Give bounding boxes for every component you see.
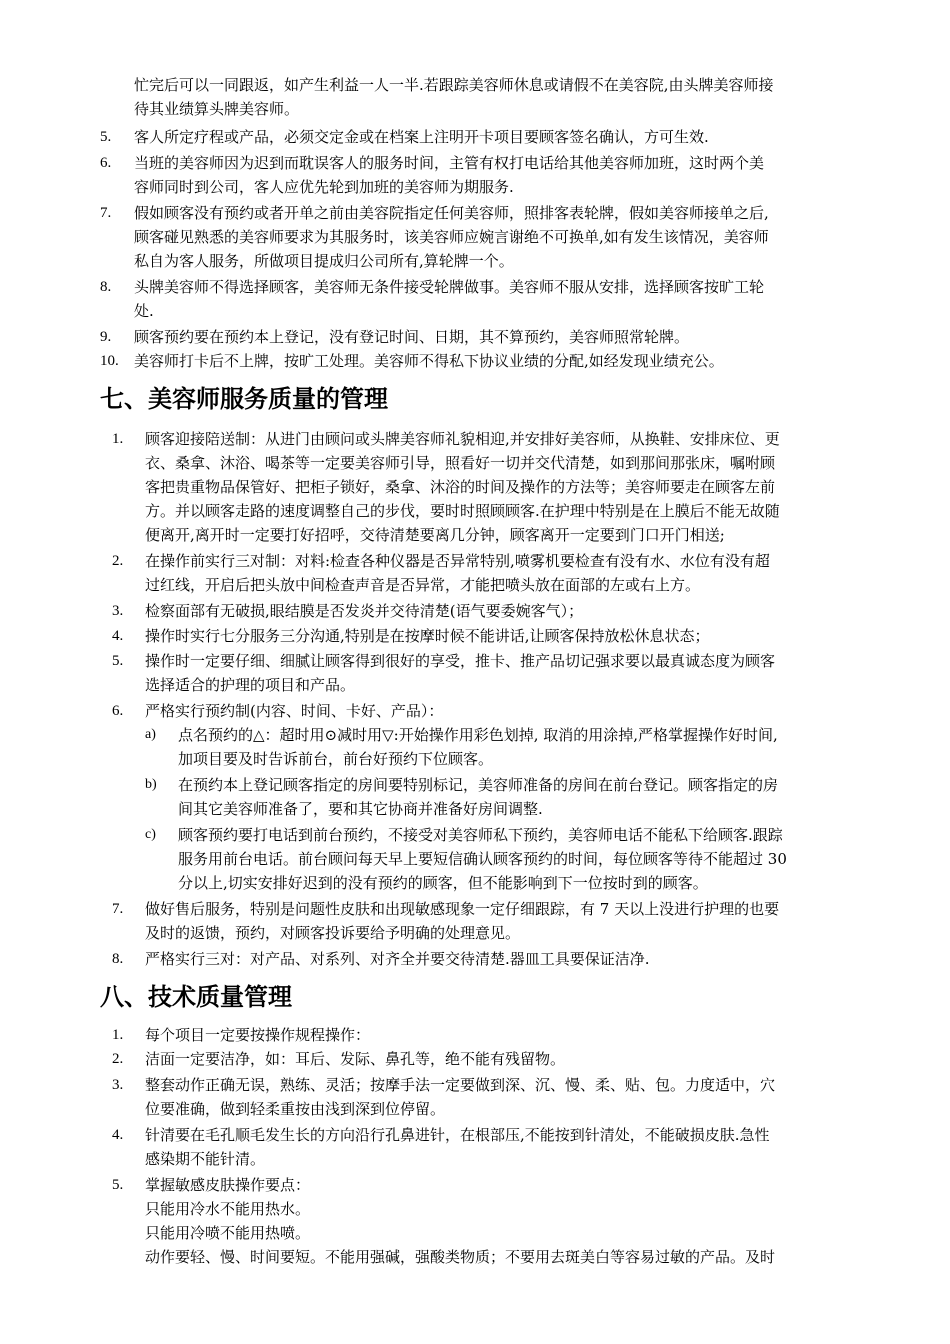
sub-list-text: 点名预约的△：超时用⊙减时用▽:开始操作用彩色划掉, 取消的用涂掉,严格掌握操作好时间, — [178, 726, 778, 744]
list-number: 10. — [100, 353, 119, 369]
list-item-text: 位要准确，做到轻柔重按由浅到深到位停留。 — [145, 1100, 446, 1118]
list-number: 7. — [100, 205, 112, 221]
list-number: 7. — [112, 901, 124, 917]
list-item-text: 客人所定疗程或产品，必须交定金或在档案上注明开卡项目要顾客签名确认，方可生效. — [134, 128, 709, 146]
list-item-text: 顾客预约要在预约本上登记，没有登记时间、日期，其不算预约，美容师照常轮牌。 — [134, 328, 690, 346]
section-heading-7: 七、美容师服务质量的管理 — [100, 385, 388, 413]
list-item-text: 只能用冷水不能用热水。 — [145, 1200, 311, 1218]
list-item-text: 美容师打卡后不上牌，按旷工处理。美容师不得私下协议业绩的分配,如经发现业绩充公。 — [134, 352, 724, 370]
list-item-text: 客把贵重物品保管好、把柜子锁好，桑拿、沐浴的时间及操作的方法等；美容师要走在顾客左前 — [145, 478, 776, 496]
list-item-4-continuation-line-1: 忙完后可以一同跟返，如产生利益一人一半.若跟踪美容师休息或请假不在美容院,由头牌美容师接 — [134, 76, 774, 94]
sub-list-text: 加项目要及时告诉前台，前台好预约下位顾客。 — [178, 750, 494, 768]
list-number: 5. — [112, 653, 124, 669]
sub-list-text: 间其它美容师准备了，要和其它协商并准备好房间调整. — [178, 800, 543, 818]
list-item-text: 严格实行三对：对产品、对系列、对齐全并要交待清楚.器皿工具要保证洁净. — [145, 950, 650, 968]
list-number: 3. — [112, 603, 124, 619]
list-number: 8. — [112, 951, 124, 967]
list-item-text: 掌握敏感皮肤操作要点： — [145, 1176, 311, 1194]
list-number: 6. — [100, 155, 112, 171]
list-number: 5. — [100, 129, 112, 145]
list-number: 3. — [112, 1077, 124, 1093]
list-item-text: 便离开,离开时一定要打好招呼，交待清楚要离几分钟，顾客离开一定要到门口开门相送; — [145, 526, 725, 544]
list-item-text: 及时的返馈，预约，对顾客投诉要给予明确的处理意见。 — [145, 924, 521, 942]
list-number: 2. — [112, 1051, 124, 1067]
list-item-text: 方。并以顾客走路的速度调整自己的步伐，要时时照顾顾客.在护理中特别是在上膜后不能无故随 — [145, 502, 780, 520]
sub-list-label: a) — [145, 727, 156, 742]
list-item-text: 过红线，开启后把头放中间检查声音是否异常，才能把喷头放在面部的左或右上方。 — [145, 576, 701, 594]
list-number: 8. — [100, 279, 112, 295]
list-item-text: 选择适合的护理的项目和产品。 — [145, 676, 356, 694]
sub-list-text: 分以上,切实安排好迟到的没有预约的顾客，但不能影响到下一位按时到的顾客。 — [178, 874, 708, 892]
list-item-text: 感染期不能针清。 — [145, 1150, 266, 1168]
list-item-text: 整套动作正确无误，熟练、灵活；按摩手法一定要做到深、沉、慢、柔、贴、包。力度适中，穴 — [145, 1076, 776, 1094]
list-item-text: 顾客碰见熟悉的美容师要求为其服务时，该美容师应婉言谢绝不可换单,如有发生该情况，美容师 — [134, 228, 769, 246]
list-item-text: 衣、桑拿、沐浴、喝茶等一定要美容师引导，照看好一切并交代清楚，如到那间那张床，嘱咐顾 — [145, 454, 776, 472]
list-number: 6. — [112, 703, 124, 719]
list-item-text: 针清要在毛孔顺毛发生长的方向沿行孔鼻进针，在根部压,不能按到针清处，不能破损皮肤.急性 — [145, 1126, 770, 1144]
list-item-text: 只能用冷喷不能用热喷。 — [145, 1224, 311, 1242]
list-item-text: 操作时一定要仔细、细腻让顾客得到很好的享受，推卡、推产品切记强求要以最真诚态度为顾客 — [145, 652, 776, 670]
sub-list-text: 顾客预约要打电话到前台预约，不接受对美容师私下预约，美容师电话不能私下给顾客.跟踪 — [178, 826, 783, 844]
list-item-text: 洁面一定要洁净，如：耳后、发际、鼻孔等，绝不能有残留物。 — [145, 1050, 566, 1068]
list-item-text: 容师同时到公司，客人应优先轮到加班的美容师为期服务. — [134, 178, 514, 196]
list-number: 1. — [112, 431, 124, 447]
list-number: 5. — [112, 1177, 124, 1193]
sub-list-text: 在预约本上登记顾客指定的房间要特别标记，美容师准备的房间在前台登记。顾客指定的房 — [178, 776, 779, 794]
list-item-text: 处. — [134, 302, 154, 320]
section-heading-8: 八、技术质量管理 — [100, 983, 292, 1011]
list-number: 9. — [100, 329, 112, 345]
list-item-text: 假如顾客没有预约或者开单之前由美容院指定任何美容师，照排客表轮牌，假如美容师接单之后, — [134, 204, 769, 222]
list-item-text: 严格实行预约制(内容、时间、卡好、产品）： — [145, 702, 444, 720]
list-item-text: 私自为客人服务，所做项目提成归公司所有,算轮牌一个。 — [134, 252, 514, 270]
list-item-text: 当班的美容师因为迟到而耽误客人的服务时间，主管有权打电话给其他美容师加班，这时两个美 — [134, 154, 765, 172]
list-item-text: 检察面部有无破损,眼结膜是否发炎并交待清楚(语气要委婉客气）； — [145, 602, 584, 620]
sub-list-label: c) — [145, 827, 156, 842]
list-number: 2. — [112, 553, 124, 569]
sub-list-label: b) — [145, 777, 157, 792]
list-item-text: 做好售后服务，特别是问题性皮肤和出现敏感现象一定仔细跟踪，有 7 天以上没进行护理的也要 — [145, 900, 780, 918]
list-number: 4. — [112, 1127, 124, 1143]
list-item-text: 顾客迎接陪送制：从进门由顾问或头牌美容师礼貌相迎,并安排好美容师，从换鞋、安排床位、更 — [145, 430, 780, 448]
list-item-text: 在操作前实行三对制：对料:检查各种仪器是否异常特别,喷雾机要检查有没有水、水位有没有超 — [145, 552, 770, 570]
list-item-text: 动作要轻、慢、时间要短。不能用强碱，强酸类物质；不要用去斑美白等容易过敏的产品。及时 — [145, 1248, 776, 1266]
list-item-text: 操作时实行七分服务三分沟通,特别是在按摩时候不能讲话,让顾客保持放松休息状态； — [145, 627, 710, 645]
list-item-text: 头牌美容师不得选择顾客，美容师无条件接受轮牌做事。美容师不服从安排，选择顾客按旷工轮 — [134, 278, 765, 296]
sub-list-text: 服务用前台电话。前台顾问每天早上要短信确认顾客预约的时间，每位顾客等待不能超过 30 — [178, 850, 787, 868]
list-number: 4. — [112, 628, 124, 644]
list-number: 1. — [112, 1027, 124, 1043]
list-item-text: 每个项目一定要按操作规程操作： — [145, 1026, 371, 1044]
list-item-4-continuation-line-2: 待其业绩算头牌美容师。 — [134, 100, 300, 118]
